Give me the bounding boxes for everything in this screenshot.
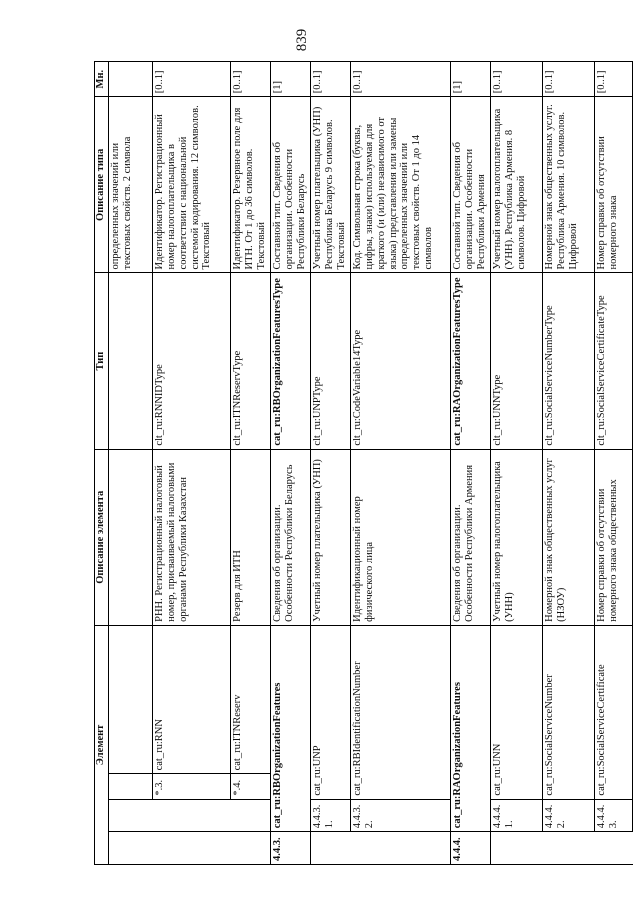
table-row — [271, 62, 311, 865]
row-code: 4.4.3. — [271, 832, 311, 865]
table-row — [153, 62, 231, 865]
row-code: *.3. — [153, 774, 231, 799]
indent-cell — [491, 832, 543, 865]
row-code: 4.4.3.2. — [351, 799, 451, 832]
rotated-table-frame — [94, 61, 619, 865]
row-type-desc: Код. Символьная строка (буквы, цифры, знаки) используемая для краткого (и (или) независимого от языка) представления или замены определенных значений или текстовых свойств. От 1 до 14 символов — [351, 97, 451, 273]
row-type-desc: определенных значений или текстовых свойств. 2 символа — [109, 97, 153, 273]
row-code: 4.4.4. — [451, 832, 491, 865]
row-type-desc: Составной тип. Сведения об организации. Особенности Республики Беларусь — [271, 97, 311, 273]
row-desc: Номер справки об отсутствии номерного знака общественных — [595, 449, 633, 625]
table-row — [231, 62, 271, 865]
indent-cell — [231, 832, 271, 865]
indent-cell — [109, 799, 153, 832]
row-mult: [1] — [451, 62, 491, 97]
row-name: cat_ru:RAOrganizationFeatures — [451, 625, 491, 831]
row-desc: Сведения об организации. Особенности Республики Армения — [451, 449, 491, 625]
indent-cell — [595, 832, 633, 865]
row-desc: Учетный номер налогоплательщика (УНН) — [491, 449, 543, 625]
row-type: clt_ru:UNPType — [311, 273, 351, 449]
row-type-desc: Учетный номер налогоплательщика (УНН). Республика Армения. 8 символов. Цифровой — [491, 97, 543, 273]
row-name: cat_ru:RBIdentificationNumber — [351, 625, 451, 799]
indent-cell — [153, 832, 231, 865]
document-sheet — [94, 61, 619, 865]
row-type-desc: Составной тип. Сведения об организации. Особенности Республики Армения — [451, 97, 491, 273]
row-mult: [0..1] — [543, 62, 595, 97]
row-desc: Сведения об организации. Особенности Республики Беларусь — [271, 449, 311, 625]
row-desc: РНН. Регистрационный налоговый номер, присваиваемый налоговыми органами Республики Казахстан — [153, 449, 231, 625]
table-row — [451, 62, 491, 865]
page-number: 839 — [294, 28, 310, 52]
row-type-desc: Идентификатор. Регистрационный номер налогоплательщика в соответствии с национальной системой кодирования. 12 символов. Текстовый — [153, 97, 231, 273]
row-mult: [0..1] — [491, 62, 543, 97]
row-type: clt_ru:SocialServiceCertificateType — [595, 273, 633, 449]
indent-cell — [231, 799, 271, 832]
row-name: cat_ru:ITNReserv — [231, 625, 271, 774]
table-row — [351, 62, 451, 865]
row-code: 4.4.4.3. — [595, 799, 633, 832]
row-type-desc: Номерной знак общественных услуг. Республика Армения. 10 символов. Цифровой — [543, 97, 595, 273]
row-desc: Резерв для ИТН — [231, 449, 271, 625]
row-type: clt_ru:SocialServiceNumberType — [543, 273, 595, 449]
indent-cell — [543, 832, 595, 865]
row-type: clt_ru:RNNIDType — [153, 273, 231, 449]
indent-cell — [351, 832, 451, 865]
row-desc: Учетный номер плательщика (УНП) — [311, 449, 351, 625]
row-type-desc: Учетный номер плательщика (УНП) Республика Беларусь 9 символов. Текстовый — [311, 97, 351, 273]
row-code: *.4. — [231, 774, 271, 799]
row-type-desc: Идентификатор. Резервное поле для ИТН. От 1 до 36 символов. Текстовый — [231, 97, 271, 273]
row-name — [109, 625, 153, 774]
row-type: clt_ru:ITNReservType — [231, 273, 271, 449]
indent-cell — [153, 799, 231, 832]
header-mult: Мн. — [95, 62, 109, 97]
row-mult: [0..1] — [153, 62, 231, 97]
table-row — [109, 62, 153, 865]
row-name: cat_ru:SocialServiceNumber — [543, 625, 595, 799]
header-row — [95, 62, 109, 865]
row-mult — [109, 62, 153, 97]
row-code — [109, 774, 153, 799]
row-name: cat_ru:SocialServiceCertificate — [595, 625, 633, 799]
row-type: clt_ru:CodeVariable14Type — [351, 273, 451, 449]
row-type-desc: Номер справки об отсутствии номерного знака — [595, 97, 633, 273]
row-desc: Идентификационный номер физического лица — [351, 449, 451, 625]
header-type: Тип — [95, 273, 109, 449]
row-name: cat_ru:UNP — [311, 625, 351, 799]
row-name: cat_ru:UNN — [491, 625, 543, 799]
row-mult: [1] — [271, 62, 311, 97]
row-mult: [0..1] — [351, 62, 451, 97]
row-code: 4.4.3.1. — [311, 799, 351, 832]
header-type-desc: Описание типа — [95, 97, 109, 273]
table-row — [595, 62, 633, 865]
header-element: Элемент — [95, 625, 109, 864]
row-name: cat_ru:RBOrganizationFeatures — [271, 625, 311, 831]
indent-cell — [311, 832, 351, 865]
row-type: cat_ru:RBOrganizationFeaturesType — [271, 273, 311, 449]
table-row — [311, 62, 351, 865]
row-type: clt_ru:UNNType — [491, 273, 543, 449]
row-mult: [0..1] — [595, 62, 633, 97]
row-desc: Номерной знак общественных услуг (НЗОУ) — [543, 449, 595, 625]
header-element-desc: Описание элемента — [95, 449, 109, 625]
row-type — [109, 273, 153, 449]
table-row — [543, 62, 595, 865]
row-code: 4.4.4.2. — [543, 799, 595, 832]
table-row — [491, 62, 543, 865]
row-name: cat_ru:RNN — [153, 625, 231, 774]
row-mult: [0..1] — [311, 62, 351, 97]
row-mult: [0..1] — [231, 62, 271, 97]
indent-cell — [109, 832, 153, 865]
element-table — [94, 61, 633, 865]
row-type: cat_ru:RAOrganizationFeaturesType — [451, 273, 491, 449]
row-desc — [109, 449, 153, 625]
row-code: 4.4.4.1. — [491, 799, 543, 832]
